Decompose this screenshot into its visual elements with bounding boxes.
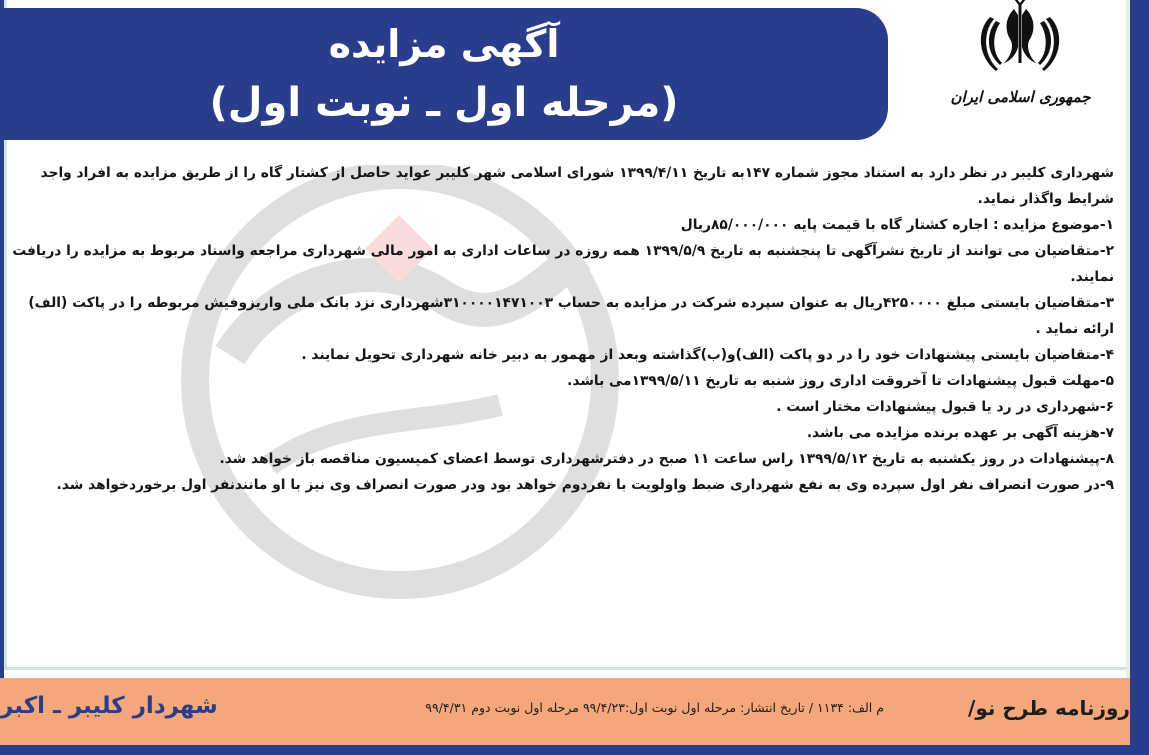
footer-border xyxy=(0,745,1130,755)
footer-bar xyxy=(0,678,1130,745)
emblem-block xyxy=(928,0,1113,127)
condition-item-3: ۳-متقاضیان بایستی مبلغ ۴۲۵۰۰۰۰ریال به عنوان سپرده شرکت در مزایده به حساب ۳۱۰۰۰۰۱۴۷۱۰۰۳شهرداری نزد بانک ملی واریزوفیش مربوطه را در پاکت (الف) ارائه نماید . xyxy=(28,295,1114,337)
notice-subtitle: (مرحله اول ـ نوبت اول) xyxy=(209,80,679,126)
publication-meta: م الف: ۱۱۳۴ / تاریخ انتشار: مرحله اول نوبت اول:۹۹/۴/۲۳ مرحله اول نوبت دوم ۹۹/۴/۳۱ xyxy=(425,700,884,715)
condition-item-2: ۲-متقاضیان می توانند از تاریخ نشرآگهی تا پنجشنبه به تاریخ ۱۳۹۹/۵/۹ همه روزه در ساعات اداری به امور مالی شهرداری مراجعه واسناد مربوط به مزایده را دریافت نمایند. xyxy=(12,243,1114,285)
condition-item-4: ۴-متقاضیان بایستی پیشنهادات خود را در دو پاکت (الف)و(ب)گذاشته وبعد از مهمور به دبیر خانه شهرداری تحویل نمایند . xyxy=(301,347,1114,363)
notice-body xyxy=(10,160,1114,498)
right-border xyxy=(1130,0,1149,755)
intro-paragraph: شهرداری کلیبر در نظر دارد به استناد مجوز شماره ۱۴۷به تاریخ ۱۳۹۹/۴/۱۱ شورای اسلامی شهر کلیبر عواید حاصل از کشتار گاه را از طریق مزایده به افراد واجد شرایط واگذار نماید. xyxy=(40,165,1114,207)
condition-item-9: ۹-در صورت انصراف نفر اول سپرده وی به نفع شهرداری ضبط واولویت با نفردوم خواهد بود ودر صورت انصراف وی نیز با او مانندنفر اول برخوردخواهد شد. xyxy=(56,477,1114,493)
condition-item-6: ۶-شهرداری در رد یا قبول پیشنهادات مختار است . xyxy=(776,399,1114,415)
condition-item-5: ۵-مهلت قبول پیشنهادات تا آخروقت اداری روز شنبه به تاریخ ۱۳۹۹/۵/۱۱می باشد. xyxy=(567,373,1114,389)
condition-item-1: ۱-موضوع مزایده : اجاره کشتار گاه با قیمت پایه ۸۵/۰۰۰/۰۰۰ریال xyxy=(680,217,1114,233)
title-banner xyxy=(0,8,888,140)
mayor-signature: شهردار کلیبر ـ اکبر xyxy=(0,693,218,719)
emblem-caption: جمهوری اسلامی ایران xyxy=(950,88,1091,106)
newspaper-name: روزنامه طرح نو/ xyxy=(968,696,1130,720)
notice-title: آگهی مزایده xyxy=(328,22,560,66)
iran-emblem-icon xyxy=(928,0,1113,90)
condition-item-8: ۸-پیشنهادات در روز یکشنبه به تاریخ ۱۳۹۹/۵/۱۲ راس ساعت ۱۱ صبح در دفترشهرداری توسط اعضای کمیسیون مناقصه باز خواهد شد. xyxy=(219,451,1114,467)
condition-item-7: ۷-هزینه آگهی بر عهده برنده مزایده می باشد. xyxy=(806,425,1114,441)
